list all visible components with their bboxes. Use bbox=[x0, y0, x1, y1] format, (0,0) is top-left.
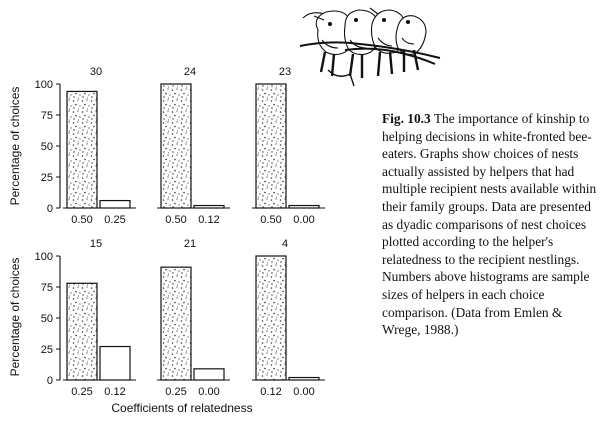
x-tick-label: 0.50 bbox=[260, 214, 282, 226]
y-tick-label: 100 bbox=[34, 251, 53, 263]
sample-size-label: 23 bbox=[278, 66, 292, 78]
y-tick-label: 0 bbox=[46, 203, 53, 215]
bar-r2-c3-higher bbox=[256, 256, 286, 380]
y-tick-label: 50 bbox=[40, 141, 53, 153]
bar-r2-c1-higher bbox=[67, 283, 97, 380]
figure-caption-text: The importance of kinship to helping decisions in white-fronted bee-eaters. Graphs show choices of nests actually assisted by helpers that had multiple recipient nests available within their family groups. Data are presented as dyadic comparisons of nest choices plotted according to the helper's relatedness to the recipient nestlings. Numbers above histograms are sample sizes of helpers in each choice comparison. (Data from Emlen & Wrege, 1988.) bbox=[382, 111, 597, 338]
bar-r1-c3-higher bbox=[256, 84, 286, 208]
y-tick-label: 75 bbox=[40, 282, 53, 294]
x-tick-label: 0.12 bbox=[104, 386, 126, 398]
y-tick-label: 25 bbox=[40, 344, 53, 356]
y-tick-label: 75 bbox=[40, 110, 53, 122]
chart-panel-top bbox=[35, 66, 325, 226]
figure-caption bbox=[382, 110, 600, 339]
x-axis-title: Coefficients of relatedness bbox=[111, 401, 253, 415]
y-axis-title-bottom: Percentage of choices bbox=[8, 257, 22, 377]
figure-label: Fig. 10.3 bbox=[382, 111, 431, 126]
bar-r1-c3-lower bbox=[289, 206, 319, 208]
sample-size-label: 24 bbox=[183, 66, 197, 78]
sample-size-label: 30 bbox=[89, 66, 103, 78]
chart-panel-bottom bbox=[35, 238, 325, 398]
y-tick-label: 100 bbox=[34, 79, 53, 91]
bar-r1-c2-higher bbox=[161, 84, 191, 208]
y-tick-label: 50 bbox=[40, 313, 53, 325]
bar-r2-c2-higher bbox=[161, 267, 191, 380]
x-tick-label: 0.00 bbox=[198, 386, 220, 398]
x-tick-label: 0.25 bbox=[71, 386, 93, 398]
x-tick-label: 0.12 bbox=[260, 386, 282, 398]
y-axis-title-top: Percentage of choices bbox=[8, 86, 22, 206]
y-tick-label: 0 bbox=[46, 375, 53, 387]
bar-r1-c2-lower bbox=[194, 206, 224, 208]
sample-size-label: 21 bbox=[183, 238, 197, 250]
bee-eater-birds-illustration bbox=[300, 8, 440, 86]
x-tick-label: 0.25 bbox=[104, 214, 126, 226]
x-tick-label: 0.00 bbox=[293, 214, 315, 226]
x-tick-label: 0.25 bbox=[165, 386, 187, 398]
x-tick-label: 0.00 bbox=[293, 386, 315, 398]
x-tick-label: 0.50 bbox=[165, 214, 187, 226]
x-tick-label: 0.12 bbox=[198, 214, 220, 226]
bar-r2-c2-lower bbox=[194, 369, 224, 380]
bar-r2-c3-lower bbox=[289, 378, 319, 380]
x-tick-label: 0.50 bbox=[71, 214, 93, 226]
bar-r2-c1-lower bbox=[100, 347, 130, 380]
bar-r1-c1-lower bbox=[100, 201, 130, 208]
sample-size-label: 15 bbox=[89, 238, 103, 250]
y-tick-label: 25 bbox=[40, 172, 53, 184]
sample-size-label: 4 bbox=[281, 238, 289, 250]
bar-r1-c1-higher bbox=[67, 91, 97, 208]
